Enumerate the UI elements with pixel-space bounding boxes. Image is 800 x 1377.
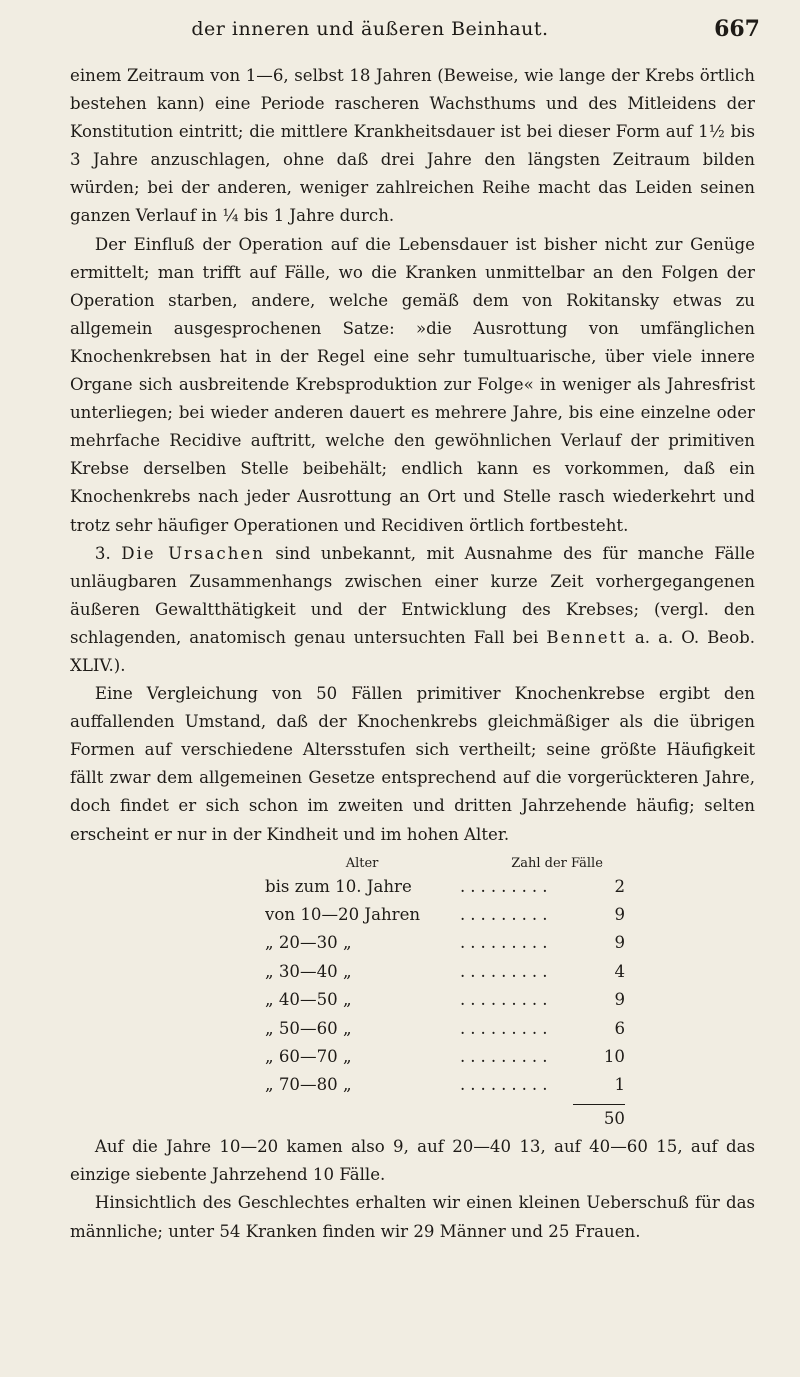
age-range: bis zum 10. Jahre xyxy=(265,876,412,896)
table-total: 50 xyxy=(603,1108,625,1128)
paragraph-causes xyxy=(70,540,755,680)
table-row xyxy=(265,1071,625,1099)
author-name: Bennett xyxy=(546,627,627,647)
case-count: 9 xyxy=(614,990,625,1010)
age-range: „ 50—60 „ xyxy=(265,1018,352,1038)
table-row xyxy=(265,929,625,957)
leader-dots: ......... xyxy=(460,1047,553,1067)
case-count: 10 xyxy=(603,1047,625,1067)
table-row xyxy=(265,901,625,929)
age-range: „ 20—30 „ xyxy=(265,933,352,953)
table-row xyxy=(265,1043,625,1071)
page-number: 667 xyxy=(714,16,760,42)
age-range: „ 60—70 „ xyxy=(265,1047,352,1067)
citation: a. a. O. Beob. XLIV.). xyxy=(70,627,756,675)
case-count: 9 xyxy=(614,933,625,953)
leader-dots: ......... xyxy=(460,961,553,981)
case-count: 6 xyxy=(614,1018,625,1038)
leader-dots: ......... xyxy=(460,1018,553,1038)
case-count: 9 xyxy=(614,905,625,925)
running-head: der inneren und äußeren Beinhaut. xyxy=(191,18,549,40)
age-range: „ 30—40 „ xyxy=(265,961,352,981)
leader-dots: ......... xyxy=(460,990,553,1010)
age-table xyxy=(265,855,625,1134)
body-text xyxy=(70,62,755,1246)
paragraph-operation: Der Einfluß der Operation auf die Lebensdauer ist bisher nicht zur Genüge ermittelt; man trifft auf Fälle, wo die Kranken unmittelbar an den Folgen der Operation starben, andere, welche gemäß dem von Rokitansky etwas zu allgemein ausgesprochenen Satze: »die Ausrottung von umfänglichen Knochenkrebsen hat in der Regel eine sehr tumultuarische, über viele innere Organe sich ausbreitende Krebsproduktion zur Folge« in weniger als Jahresfrist unterliegen; bei wieder anderen dauert es mehrere Jahre, bis eine einzelne oder mehrfache Recidive auftritt, welche den gewöhnlichen Verlauf der primitiven Krebse derselben Stelle beibehält; endlich kann es vorkommen, daß ein Knochenkrebs nach jeder Ausrottung an Ort und Stelle rasch wiederkehrt und trotz sehr häufiger Operationen und Recidiven örtlich fortbesteht. xyxy=(70,234,755,535)
paragraph-age: Eine Vergleichung von 50 Fällen primitiver Knochenkrebse ergibt den auffallenden Umstand, daß der Knochenkrebs gleichmäßiger als die übrigen Formen auf verschiedene Altersstufen sich vertheilt; seine größte Häufigkeit fällt zwar dem allgemeinen Gesetze entsprechend auf die vorgerückteren Jahre, doch findet er sich schon im zweiten und dritten Jahrzehende häufig; selten erscheint er nur in der Kindheit und im hohen Alter. xyxy=(70,684,755,844)
leader-dots: ......... xyxy=(460,1075,553,1095)
page-header xyxy=(70,16,760,52)
age-range: von 10—20 Jahren xyxy=(265,905,421,925)
leader-dots: ......... xyxy=(460,876,553,896)
case-count: 1 xyxy=(614,1075,625,1095)
causes-text: sind unbekannt, mit Ausnahme des für manche Fälle unläugbaren Zusammenhangs zwischen einer kurze Zeit vorhergegangenen äußeren Gewaltthätigkeit und der Entwicklung des Krebses; (vergl. den schlagenden, anatomisch genau untersuchten Fall bei xyxy=(70,543,755,647)
column-count-header: Zahl der Fälle xyxy=(511,855,603,871)
case-count: 2 xyxy=(614,876,625,896)
table-row xyxy=(265,873,625,901)
age-range: „ 70—80 „ xyxy=(265,1075,352,1095)
leader-dots: ......... xyxy=(460,933,553,953)
table-header xyxy=(265,855,625,873)
case-count: 4 xyxy=(614,961,625,981)
section-heading: Die Ursachen xyxy=(121,543,265,563)
paragraph-continuation: einem Zeitraum von 1—6, selbst 18 Jahren (Beweise, wie lange der Krebs örtlich bestehen kann) eine Periode rascheren Wachsthums und des Mitleidens der Konstitution eintritt; die mittlere Krankheitsdauer ist bei dieser Form auf 1½ bis 3 Jahre anzuschlagen, ohne daß drei Jahre den längsten Zeitraum bilden würden; bei der anderen, weniger zahlreichen Reihe macht das Leiden seinen ganzen Verlauf in ¼ bis 1 Jahre durch. xyxy=(70,66,755,226)
leader-dots: ......... xyxy=(460,905,553,925)
table-row xyxy=(265,958,625,986)
section-number: 3. xyxy=(94,543,111,563)
table-row xyxy=(265,986,625,1014)
paragraph-sex: Hinsichtlich des Geschlechtes erhalten wir einen kleinen Ueberschuß für das männliche; unter 54 Kranken finden wir 29 Männer und 25 Frauen. xyxy=(70,1193,755,1241)
table-row xyxy=(265,1015,625,1043)
column-age-header: Alter xyxy=(345,855,379,871)
age-range: „ 40—50 „ xyxy=(265,990,352,1010)
paragraph-decades: Auf die Jahre 10—20 kamen also 9, auf 20—40 13, auf 40—60 15, auf das einzige siebente Jahrzehend 10 Fälle. xyxy=(70,1137,755,1185)
